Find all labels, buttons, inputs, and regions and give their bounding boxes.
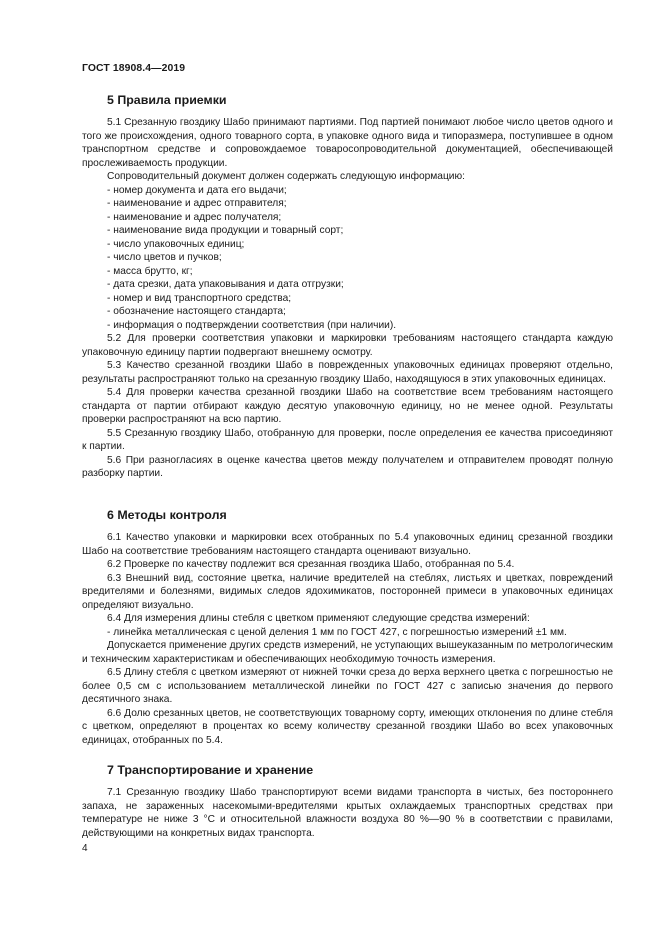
section-7-title: 7 Транспортирование и хранение — [107, 763, 314, 777]
section-5-body — [82, 116, 613, 481]
paragraph-6-2: 6.2 Проверке по качеству подлежит вся срезанная гвоздика Шабо, отобранная по 5.4. — [107, 559, 515, 570]
paragraph-5-1-doc: Сопроводительный документ должен содержать следующую информацию: — [107, 171, 465, 182]
list-item: - дата срезки, дата упаковывания и дата отгрузки; — [107, 279, 344, 290]
paragraph-5-1: 5.1 Срезанную гвоздику Шабо принимают партиями. Под партией понимают любое число цветов одного и того же происхождения, одного товарного сорта, в упаковке одного вида и типоразмера, поступившее в одном транспортном средстве и сопровождаемое товаросопроводительной документацией, обеспечивающей прослеживаемость продукции. — [82, 117, 613, 169]
section-6-title: 6 Методы контроля — [107, 508, 227, 522]
paragraph-5-6: 5.6 При разногласиях в оценке качества цветов между получателем и отправителем проводят полную разборку партии. — [82, 454, 613, 479]
list-item: - обозначение настоящего стандарта; — [107, 306, 286, 317]
paragraph-5-3: 5.3 Качество срезанной гвоздики Шабо в поврежденных упаковочных единицах проверяют отдельно, результаты распространяют только на срезанную гвоздику Шабо, находящуюся в этих упаковочных единицах. — [82, 360, 613, 385]
list-item: - наименование и адрес получателя; — [107, 211, 282, 223]
list-item: - масса брутто, кг; — [107, 265, 193, 277]
section-6-body — [82, 531, 613, 747]
standard-header: ГОСТ 18908.4—2019 — [82, 63, 186, 74]
list-item: - число цветов и пучков; — [107, 252, 222, 263]
paragraph-6-4-item: - линейка металлическая с ценой деления 1 мм по ГОСТ 427, с погрешностью измерений ±1 мм. — [107, 626, 567, 638]
list-item: - число упаковочных единиц; — [107, 238, 245, 250]
section-7-body — [82, 786, 613, 840]
list-item: - наименование вида продукции и товарный сорт; — [107, 225, 344, 236]
paragraph-6-4: 6.4 Для измерения длины стебля с цветком применяют следующие средства измерений: — [107, 613, 530, 624]
paragraph-6-6: 6.6 Долю срезанных цветов, не соответствующих товарному сорту, имеющих отклонения по длине стебля с цветком, определяют в процентах ко всему количеству срезанной гвоздики Шабо во всех упаковочных единицах, отобранных по 5.4. — [82, 707, 613, 746]
paragraph-6-5: 6.5 Длину стебля с цветком измеряют от нижней точки среза до верха верхнего цветка с погрешностью не более 0,5 см с использованием металлической линейки по ГОСТ 427 с записью значения до первого десятичного знака. — [82, 667, 613, 705]
paragraph-5-5: 5.5 Срезанную гвоздику Шабо, отобранную для проверки, после определения ее качества присоединяют к партии. — [82, 427, 613, 452]
list-item: - номер и вид транспортного средства; — [107, 292, 292, 304]
paragraph-6-4-note: Допускается применение других средств измерений, не уступающих вышеуказанным по метрологическим и техническим характеристикам и обеспечивающих необходимую точность измерения. — [82, 640, 613, 665]
paragraph-5-4: 5.4 Для проверки качества срезанной гвоздики Шабо на соответствие всем требованиям настоящего стандарта от партии отбирают каждую десятую упаковочную единицу, но не менее одной. Результаты проверки распространяют на всю партию. — [82, 387, 613, 425]
list-item: - номер документа и дата его выдачи; — [107, 184, 287, 196]
page-number: 4 — [82, 843, 88, 854]
paragraph-5-2: 5.2 Для проверки соответствия упаковки и маркировки требованиям настоящего стандарта каждую упаковочную единицу партии подвергают внешнему осмотру. — [82, 333, 613, 358]
paragraph-7-1: 7.1 Срезанную гвоздику Шабо транспортируют всеми видами транспорта в чистых, без постороннего запаха, не зараженных насекомыми-вредителями крытых охлаждаемых транспортных средствах при температуре не ниже 3 °С и относительной влажности воздуха 80 %—90 % в соответствии с правилами, действующими на конкретных видах транспорта. — [82, 787, 613, 839]
section-5-title: 5 Правила приемки — [107, 93, 227, 107]
paragraph-6-3: 6.3 Внешний вид, состояние цветка, наличие вредителей на стеблях, листьях и цветках, повреждений вредителями и болезнями, видимых следов ядохимикатов, посторонней примеси в упаковочных единицах определяют визуально. — [82, 572, 613, 611]
list-item: - информация о подтверждении соответствия (при наличии). — [107, 319, 397, 331]
list-item: - наименование и адрес отправителя; — [107, 198, 287, 209]
paragraph-6-1: 6.1 Качество упаковки и маркировки всех отобранных по 5.4 упаковочных единиц срезанной гвоздики Шабо на соответствие требованиям настоящего стандарта оценивают визуально. — [82, 532, 613, 557]
